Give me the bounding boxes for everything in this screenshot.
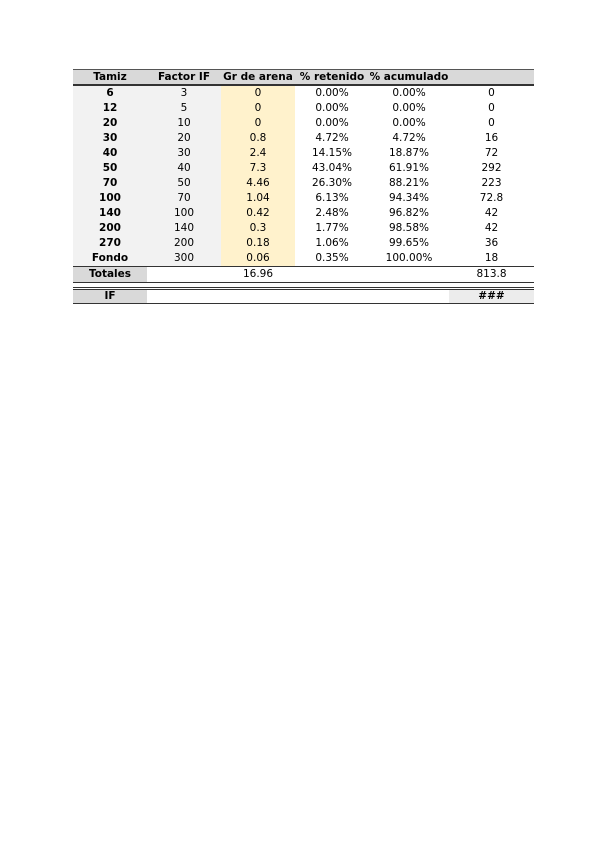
gr-arena-cell[interactable]: 1.04: [221, 191, 295, 206]
if-value-cell[interactable]: ###: [449, 289, 534, 304]
acumulado-cell[interactable]: 88.21%: [388, 177, 430, 189]
if-product-cell[interactable]: 0: [488, 117, 495, 129]
if-product-cell[interactable]: 0: [488, 102, 495, 114]
factor-if-cell[interactable]: 200: [147, 236, 221, 251]
retenido-cell[interactable]: 43.04%: [311, 162, 353, 174]
gr-arena-cell[interactable]: 0: [221, 116, 295, 131]
acumulado-cell[interactable]: 0.00%: [392, 87, 426, 99]
if-empty-cell[interactable]: [295, 289, 369, 304]
if-product-cell[interactable]: 72.8: [479, 192, 504, 204]
retenido-cell[interactable]: 14.15%: [311, 147, 353, 159]
gr-arena-cell[interactable]: 0.3: [221, 221, 295, 236]
acumulado-cell[interactable]: 4.72%: [392, 132, 426, 144]
acumulado-cell[interactable]: 94.34%: [388, 192, 430, 204]
acumulado-cell[interactable]: 18.87%: [388, 147, 430, 159]
if-label[interactable]: IF: [73, 289, 147, 304]
tamiz-cell[interactable]: 270: [73, 236, 147, 251]
if-product-cell[interactable]: 42: [484, 207, 499, 219]
retenido-cell[interactable]: 1.06%: [315, 237, 349, 249]
acumulado-cell[interactable]: 96.82%: [388, 207, 430, 219]
gr-arena-cell[interactable]: 0: [221, 101, 295, 116]
table-row: [73, 116, 534, 131]
retenido-cell[interactable]: 2.48%: [315, 207, 349, 219]
header-tamiz[interactable]: Tamiz: [73, 70, 147, 86]
sieve-table: [73, 69, 534, 283]
gr-arena-cell[interactable]: 4.46: [221, 176, 295, 191]
tamiz-cell[interactable]: 140: [73, 206, 147, 221]
table-row: [73, 251, 534, 267]
if-product-cell[interactable]: 223: [481, 177, 502, 189]
if-product-cell[interactable]: 292: [481, 162, 502, 174]
totales-empty-cell[interactable]: [369, 267, 449, 283]
table-row: [73, 131, 534, 146]
factor-if-cell[interactable]: 10: [147, 116, 221, 131]
table-row: [73, 206, 534, 221]
if-table: [73, 287, 534, 304]
gr-arena-cell[interactable]: 0.06: [221, 251, 295, 267]
retenido-cell[interactable]: 1.77%: [315, 222, 349, 234]
factor-if-cell[interactable]: 140: [147, 221, 221, 236]
tamiz-cell[interactable]: 20: [73, 116, 147, 131]
totales-gr-cell[interactable]: 16.96: [221, 267, 295, 283]
if-product-cell[interactable]: 36: [484, 237, 499, 249]
factor-if-cell[interactable]: 300: [147, 251, 221, 267]
table-row: [73, 236, 534, 251]
gr-arena-cell[interactable]: 2.4: [221, 146, 295, 161]
retenido-cell[interactable]: 0.35%: [315, 252, 349, 264]
factor-if-cell[interactable]: 40: [147, 161, 221, 176]
factor-if-cell[interactable]: 30: [147, 146, 221, 161]
if-empty-cell[interactable]: [221, 289, 295, 304]
table-row: [73, 221, 534, 236]
acumulado-cell[interactable]: 61.91%: [388, 162, 430, 174]
table-row: [73, 191, 534, 206]
header-factor-if[interactable]: Factor IF: [147, 70, 221, 86]
tamiz-cell[interactable]: 6: [73, 85, 147, 101]
acumulado-cell[interactable]: 0.00%: [392, 117, 426, 129]
header-retenido[interactable]: % retenido: [295, 70, 369, 86]
factor-if-cell[interactable]: 50: [147, 176, 221, 191]
header-acumulado[interactable]: % acumulado: [369, 71, 449, 83]
if-product-cell[interactable]: 72: [484, 147, 499, 159]
header-gr-de-arena[interactable]: Gr de arena: [221, 70, 295, 86]
factor-if-cell[interactable]: 20: [147, 131, 221, 146]
header-row: [73, 70, 534, 86]
table-row: [73, 85, 534, 101]
retenido-cell[interactable]: 6.13%: [315, 192, 349, 204]
totales-row: [73, 267, 534, 283]
if-empty-cell[interactable]: [147, 289, 221, 304]
tamiz-cell[interactable]: 40: [73, 146, 147, 161]
if-product-cell[interactable]: 16: [484, 132, 499, 144]
spreadsheet: [73, 69, 534, 304]
if-empty-cell[interactable]: [369, 289, 449, 304]
acumulado-cell[interactable]: 98.58%: [388, 222, 430, 234]
tamiz-cell[interactable]: 50: [73, 161, 147, 176]
tamiz-cell[interactable]: 100: [73, 191, 147, 206]
retenido-cell[interactable]: 26.30%: [311, 177, 353, 189]
if-row: [73, 289, 534, 304]
gr-arena-cell[interactable]: 0: [221, 85, 295, 101]
factor-if-cell[interactable]: 100: [147, 206, 221, 221]
retenido-cell[interactable]: 4.72%: [315, 132, 349, 144]
gr-arena-cell[interactable]: 0.8: [221, 131, 295, 146]
totales-label[interactable]: Totales: [73, 267, 147, 283]
tamiz-cell[interactable]: 12: [73, 101, 147, 116]
table-row: [73, 101, 534, 116]
gr-arena-cell[interactable]: 0.18: [221, 236, 295, 251]
tamiz-cell[interactable]: 70: [73, 176, 147, 191]
tamiz-cell[interactable]: 30: [73, 131, 147, 146]
header-blank[interactable]: [449, 70, 534, 86]
factor-if-cell[interactable]: 70: [147, 191, 221, 206]
gr-arena-cell[interactable]: 0.42: [221, 206, 295, 221]
retenido-cell[interactable]: 0.00%: [315, 102, 349, 114]
gr-arena-cell[interactable]: 7.3: [221, 161, 295, 176]
if-product-cell[interactable]: 0: [488, 87, 495, 99]
retenido-cell[interactable]: 0.00%: [315, 117, 349, 129]
acumulado-cell[interactable]: 100.00%: [385, 252, 433, 264]
table-row: [73, 161, 534, 176]
totales-empty-cell[interactable]: [147, 267, 221, 283]
if-product-cell[interactable]: 42: [484, 222, 499, 234]
factor-if-cell[interactable]: 3: [147, 85, 221, 101]
tamiz-cell[interactable]: Fondo: [73, 251, 147, 267]
totales-empty-cell[interactable]: [295, 267, 369, 283]
acumulado-cell[interactable]: 0.00%: [392, 102, 426, 114]
if-product-cell[interactable]: 18: [484, 252, 499, 264]
factor-if-cell[interactable]: 5: [147, 101, 221, 116]
retenido-cell[interactable]: 0.00%: [315, 87, 349, 99]
table-row: [73, 176, 534, 191]
acumulado-cell[interactable]: 99.65%: [388, 237, 430, 249]
tamiz-cell[interactable]: 200: [73, 221, 147, 236]
table-row: [73, 146, 534, 161]
totales-if-sum-cell[interactable]: 813.8: [449, 267, 534, 283]
